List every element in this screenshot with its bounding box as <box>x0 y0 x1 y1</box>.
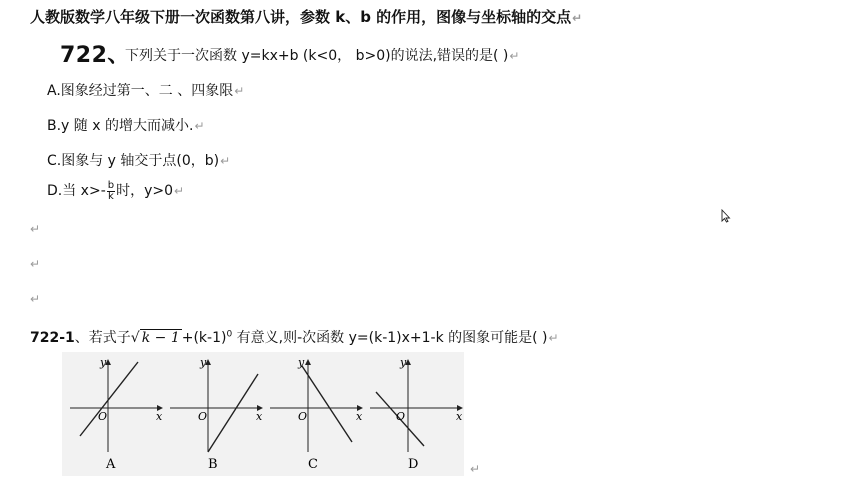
graph-b-x-label: x <box>256 410 263 423</box>
question-2-text-c: 有意义,则-次函数 y=(k-1)x+1-k 的图象可能是( ) <box>232 330 548 346</box>
graph-c-y-label: y <box>298 356 305 369</box>
paragraph-mark: ↵ <box>174 184 185 198</box>
option-a <box>47 80 244 100</box>
paragraph-mark: ↵ <box>509 49 520 63</box>
graph-a-origin-label: O <box>98 410 108 423</box>
graph-d <box>370 356 463 472</box>
graph-a-x-label: x <box>156 410 163 423</box>
question-2 <box>30 327 559 347</box>
exponent: 0 <box>226 329 233 340</box>
paragraph-mark: ↵ <box>220 154 231 168</box>
fraction-numerator: b <box>107 179 115 191</box>
title-text: 人教版数学八年级下册一次函数第八讲，参数 k、b 的作用，图像与坐标轴的交点 <box>30 8 572 26</box>
graph-d-y-label: y <box>400 356 407 369</box>
paragraph-mark: ↵ <box>572 11 583 25</box>
mouse-pointer-icon <box>721 209 731 223</box>
graph-b-origin-label: O <box>198 410 208 423</box>
option-c-text: C.图象与 y 轴交于点(0，b) <box>47 153 220 169</box>
empty-paragraph: ↵ <box>30 292 41 306</box>
graph-a-label: A <box>106 457 116 472</box>
sqrt-radicand: k − 1 <box>141 330 180 346</box>
graph-a <box>70 356 163 472</box>
graph-choices-image <box>62 352 464 476</box>
graph-c-label: C <box>308 457 318 472</box>
document-title <box>30 6 582 27</box>
option-b <box>47 115 205 135</box>
option-c <box>47 150 230 170</box>
question-2-number: 722-1 <box>30 330 75 346</box>
question-text <box>125 45 519 65</box>
sqrt-expression: √ k − 1 <box>130 330 180 346</box>
question-2-text-b: +(k-1) <box>181 330 227 346</box>
graph-c-x-label: x <box>356 410 363 423</box>
option-a-text: A.图象经过第一、二 、四象限 <box>47 83 234 99</box>
graph-b-y-label: y <box>200 356 207 369</box>
option-d <box>47 180 184 202</box>
graph-b-label: B <box>208 457 218 472</box>
option-d-suffix: 时，y>0 <box>116 183 174 199</box>
question-number: 722、 <box>60 43 130 68</box>
paragraph-mark: ↵ <box>194 119 205 133</box>
graph-a-y-label: y <box>100 356 107 369</box>
option-d-prefix: D.当 x>- <box>47 183 106 199</box>
empty-paragraph: ↵ <box>470 462 481 476</box>
fraction-denominator: k <box>108 190 114 202</box>
graph-b <box>170 356 263 472</box>
paragraph-mark: ↵ <box>548 331 559 345</box>
paragraph-mark: ↵ <box>234 84 245 98</box>
graph-d-x-label: x <box>456 410 463 423</box>
question-2-text-a: 、若式子 <box>74 330 131 346</box>
graph-d-origin-label: O <box>396 410 406 423</box>
graph-c <box>270 356 363 472</box>
empty-paragraph: ↵ <box>30 257 41 271</box>
option-b-text: B.y 随 x 的增大而减小. <box>47 118 194 134</box>
graph-d-label: D <box>408 457 419 472</box>
graph-c-origin-label: O <box>298 410 308 423</box>
fraction-b-over-k <box>107 181 115 202</box>
empty-paragraph: ↵ <box>30 222 41 236</box>
question-stem: 下列关于一次函数 y=kx+b (k<0， b>0)的说法,错误的是( ) <box>125 48 509 64</box>
